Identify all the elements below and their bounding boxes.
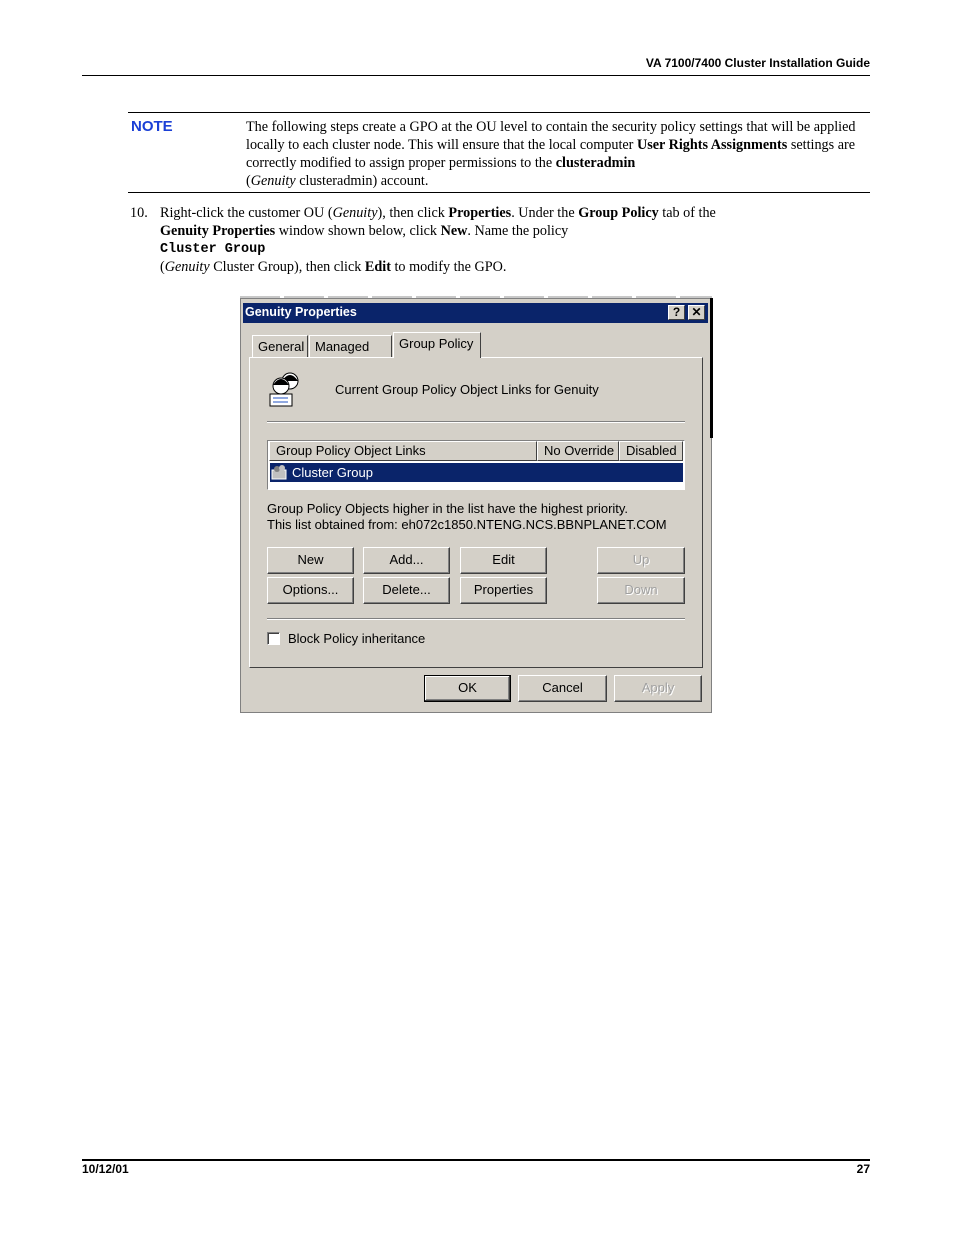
- list-item-label: Cluster Group: [292, 465, 373, 480]
- properties-button[interactable]: Properties: [460, 577, 547, 604]
- tab-group-policy[interactable]: Group Policy: [393, 332, 481, 358]
- column-header-links[interactable]: Group Policy Object Links: [269, 441, 537, 461]
- down-button[interactable]: Down: [597, 577, 685, 604]
- ok-button[interactable]: OK: [424, 675, 511, 702]
- gpo-item-icon: [271, 464, 289, 480]
- info-line-source: This list obtained from: eh072c1850.NTENG.NCS.BBNPLANET.COM: [267, 517, 667, 532]
- step-number: 10.: [130, 205, 148, 221]
- header-rule: [82, 75, 870, 76]
- edit-button[interactable]: Edit: [460, 547, 547, 574]
- footer-page-number: 27: [856, 1162, 870, 1176]
- add-button[interactable]: Add...: [363, 547, 450, 574]
- block-inheritance-label[interactable]: Block Policy inheritance: [288, 631, 426, 646]
- note-text: The following steps create a GPO at the OU level to contain the security policy settings that will be applied locally to each cluster node. This will ensure that the local computer User Rights Assignments settings are correctly modified to assign proper permissions to the clusteradmin (Genuity clusteradmin) account.: [246, 119, 856, 189]
- tab-managed-by[interactable]: Managed: [309, 335, 392, 357]
- footer-rule: [82, 1159, 870, 1161]
- footer-date: 10/12/01: [82, 1162, 129, 1176]
- note-top-rule: [128, 112, 870, 113]
- column-header-no-override[interactable]: No Override: [537, 441, 619, 461]
- close-button[interactable]: ✕: [688, 305, 705, 320]
- note-label: NOTE: [131, 118, 173, 135]
- block-inheritance-checkbox[interactable]: [267, 632, 280, 645]
- group-policy-icon: [266, 369, 306, 409]
- apply-button[interactable]: Apply: [614, 675, 702, 702]
- window-edge-shadow: [710, 298, 713, 438]
- up-button[interactable]: Up: [597, 547, 685, 574]
- new-button[interactable]: New: [267, 547, 354, 574]
- separator-top: [267, 421, 685, 423]
- cancel-button[interactable]: Cancel: [518, 675, 607, 702]
- step-text: Right-click the customer OU (Genuity), then click Properties. Under the Group Policy tab of the Genuity Properties window shown below, click New. Name the policy Cluster Group (Genuity Cluster Group), then click Edit to modify the GPO.: [160, 205, 716, 275]
- help-button[interactable]: ?: [668, 305, 685, 320]
- tab-general[interactable]: General: [252, 335, 308, 357]
- document-header-title: VA 7100/7400 Cluster Installation Guide: [645, 56, 870, 70]
- note-bottom-rule: [128, 192, 870, 193]
- policy-name-code: Cluster Group: [160, 242, 266, 257]
- panel-heading: Current Group Policy Object Links for Genuity: [335, 382, 599, 397]
- info-line-priority: Group Policy Objects higher in the list have the highest priority.: [267, 501, 629, 516]
- options-button[interactable]: Options...: [267, 577, 354, 604]
- list-item-cluster-group[interactable]: [270, 463, 683, 482]
- dialog-title: Genuity Properties: [245, 305, 357, 319]
- delete-button[interactable]: Delete...: [363, 577, 450, 604]
- column-header-disabled[interactable]: Disabled: [619, 441, 683, 461]
- separator-bottom: [267, 618, 685, 620]
